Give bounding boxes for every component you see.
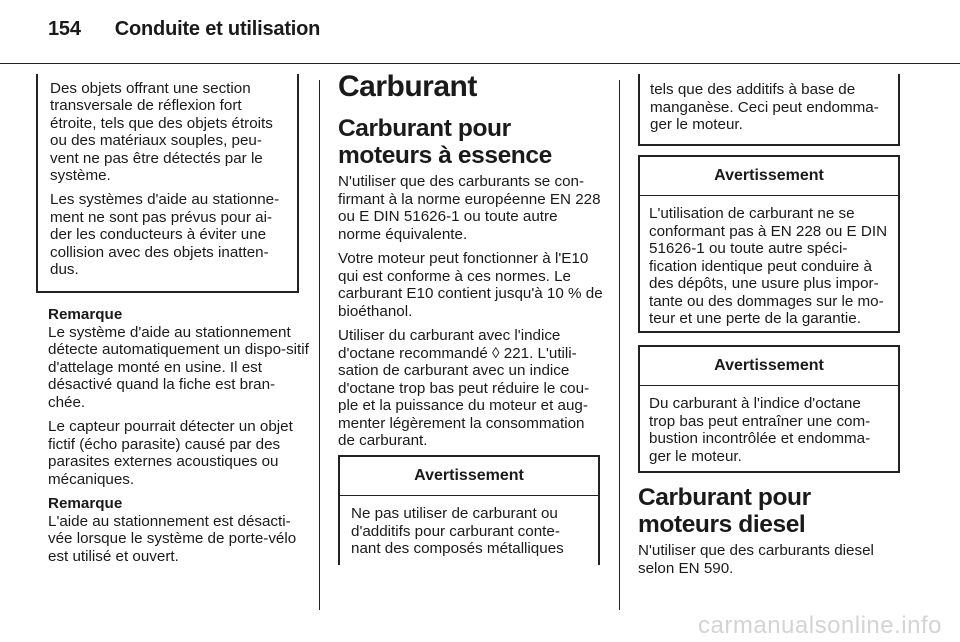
warning-box-continued	[638, 74, 900, 146]
subsection-heading: Carburant pour moteurs diesel	[638, 484, 811, 538]
column-divider-2	[619, 80, 620, 610]
header-rule	[0, 63, 960, 64]
remark-text: L'aide au stationnement est désacti-vée lorsque le système de porte-vélo est utilisé et ouvert.	[48, 512, 297, 565]
warning-text: Ne pas utiliser de carburant ou d'additifs pour carburant conte-nant des composés métalliques	[351, 505, 564, 557]
page-number: 154	[48, 18, 81, 40]
warning-title: Avertissement	[640, 347, 898, 386]
left-column-text	[48, 306, 310, 572]
section-heading: Carburant	[338, 70, 477, 103]
remark-title: Remarque	[48, 495, 123, 512]
paragraph: N'utiliser que des carburants diesel selon EN 590.	[638, 542, 874, 577]
warning-title: Avertissement	[640, 157, 898, 196]
chapter-title: Conduite et utilisation	[114, 18, 321, 40]
watermark: carmanualsonline.info	[698, 612, 942, 639]
warning-box	[638, 345, 900, 473]
warning-text: tels que des additifs à base de manganèse. Ceci peut endomma-ger le moteur.	[650, 81, 879, 133]
subsection-heading: Carburant pour moteurs à essence	[338, 115, 552, 169]
warning-text: L'utilisation de carburant ne se conformant pas à EN 228 ou E DIN 51626-1 ou toute autre spéci-fication identique peut conduire à des dépôts, une usure plus impor-tante ou des dommages sur le mo-teur et une perte de la garantie.	[649, 205, 888, 327]
warning-box	[638, 155, 900, 333]
warning-title: Avertissement	[340, 457, 598, 496]
paragraph: Votre moteur peut fonctionner à l'E10 qui est conforme à ces normes. Le carburant E10 contient jusqu'à 10 % de bioéthanol.	[338, 250, 603, 320]
paragraph-text: 221. L'utili-sation de carburant avec un indice d'octane trop bas peut réduire le cou-ple et la puissance du moteur et aug-menter légèrement la consommation de carburant.	[338, 344, 590, 449]
warning-text: Du carburant à l'indice d'octane trop bas peut entraîner une com-bustion incontrôlée et endomma-ger le moteur.	[649, 395, 871, 465]
middle-column-text	[338, 115, 604, 457]
page-reference-arrow-icon[interactable]: ◊	[492, 344, 500, 362]
remark-text: Le système d'aide au stationnement détecte automatiquement un dispo-sitif d'attelage monté en usine. Il est désactivé quand la fiche est bran-chée.	[48, 323, 309, 411]
paragraph: Le capteur pourrait détecter un objet fictif (écho parasite) causé par des parasites externes acoustiques ou mécaniques.	[48, 418, 293, 488]
remark-title: Remarque	[48, 306, 123, 323]
paragraph: N'utiliser que des carburants se con-firmant à la norme européenne EN 228 ou E DIN 51626-1 ou toute autre norme équivalente.	[338, 173, 601, 243]
box-paragraph: Des objets offrant une section transversale de réflexion fort étroite, tels que des objets étroits ou des matériaux souples, peu-vent ne pas être détectés par le système.	[50, 80, 273, 185]
warning-box	[338, 455, 600, 565]
paragraph	[338, 327, 604, 450]
caution-box-continued	[36, 74, 299, 293]
right-column-text	[638, 484, 900, 584]
column-divider-1	[319, 80, 320, 610]
box-paragraph: Les systèmes d'aide au stationne-ment ne sont pas prévus pour ai-der les conducteurs à éviter une collision avec des objets inatten-dus.	[50, 191, 280, 279]
paragraph-text: Utiliser du carburant avec l'indice d'octane recommandé	[338, 327, 561, 362]
page-header	[48, 18, 320, 41]
